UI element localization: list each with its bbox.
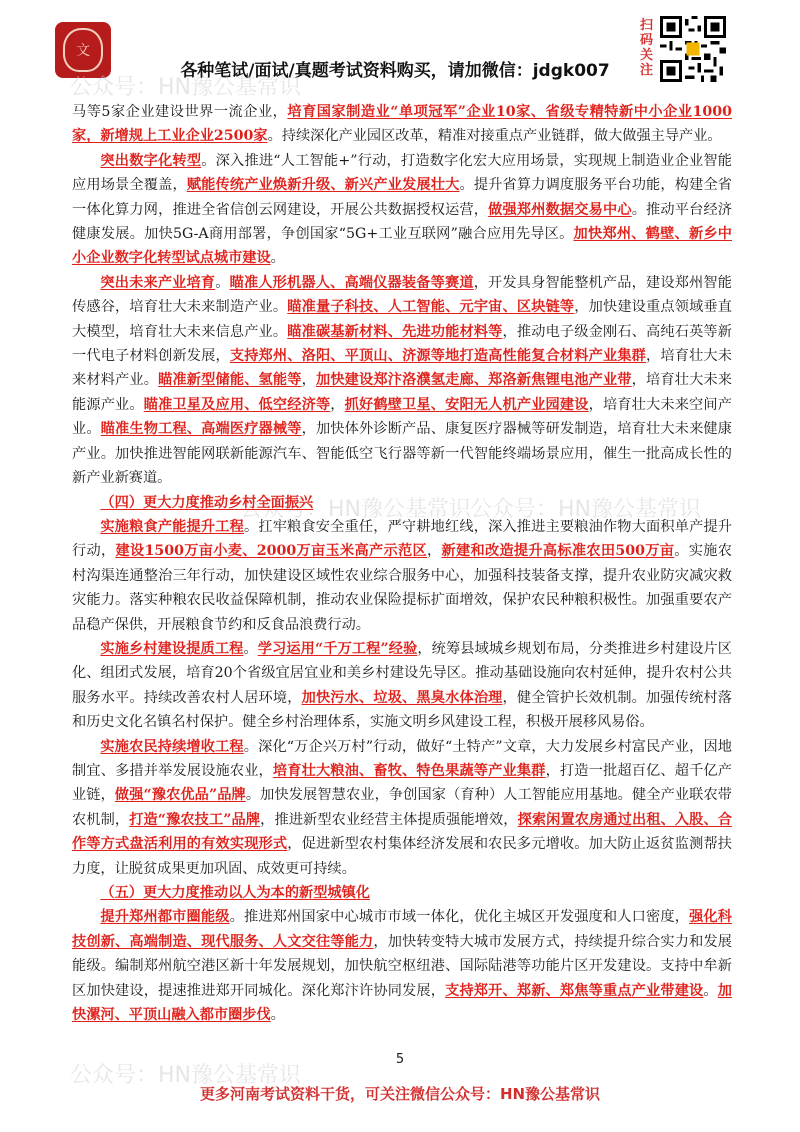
highlighted-text: 做强郑州数据交易中心 xyxy=(488,201,632,218)
qr-code-icon xyxy=(660,16,726,82)
body-text: 。扛牢粮食安全重任，严守耕地红线，深入推进主要粮油作物大面积单产提升行动， xyxy=(72,518,732,560)
body-text: 。加快发展智慧农业，争创国家（育种）人工智能应用基地。健全产业联农带农机制， xyxy=(72,787,732,828)
highlighted-text: 支持郑州、洛阳、平顶山、济源等地打造高性能复合材料产业集群 xyxy=(229,348,647,365)
body-text: ， xyxy=(301,372,316,389)
body-text: 。深入推进“人工智能+”行动，打造数字化宏大应用场景，实现规上制造业企业智能应用场景全覆盖， xyxy=(72,152,732,194)
highlighted-text: 实施乡村建设提质工程 xyxy=(100,640,244,657)
highlighted-text: 加快郑州、鹤壁、新乡中小企业数字化转型试点城市建设 xyxy=(72,226,732,267)
body-text: 。 xyxy=(215,274,230,291)
body-text: ，统筹县域城乡规划布局，分类推进乡村建设片区化、组团式发展，培育20个省级宜居宜业和美乡村建设先导区。推动基础设施向农村延伸，提升农村公共服务水平。持续改善农村人居环境， xyxy=(72,640,732,706)
section-heading xyxy=(72,491,732,515)
highlighted-text: 瞄准生物工程、高端医疗器械等 xyxy=(100,421,302,438)
body-text: ， xyxy=(426,543,442,560)
body-text: 。持续深化产业园区改革，精准对接重点产业链群，做大做强主导产业。 xyxy=(267,128,722,145)
highlighted-text: 加快污水、垃圾、黑臭水体治理 xyxy=(301,689,503,706)
body-text: 。深化“万企兴万村”行动，做好“土特产”文章，大力发展乡村富民产业，因地制宜、多措并举发展设施农业， xyxy=(72,738,732,779)
paragraph xyxy=(72,905,732,1027)
highlighted-text: 瞄准卫星及应用、低空经济等 xyxy=(143,396,331,413)
highlighted-text: 强化科技创新、高端制造、现代服务、人文交往等能力 xyxy=(72,909,732,950)
body-text: 。推动平台经济健康发展。加快5G-A商用部署，争创国家“5G+工业互联网”融合应用先导区。 xyxy=(72,201,732,243)
footer-text: 更多河南考试资料干货，可关注微信公众号：HN豫公基常识 xyxy=(199,1085,601,1103)
highlighted-text: 瞄准量子科技、人工智能、元宇宙、区块链等 xyxy=(287,299,575,316)
highlighted-text: 瞄准碳基新材料、先进功能材料等 xyxy=(287,323,503,340)
body-text: ，培育壮大未来能源产业。 xyxy=(72,372,732,413)
body-text: ， xyxy=(330,396,345,413)
highlighted-text: 打造“豫农技工”品牌 xyxy=(129,811,261,828)
paragraph xyxy=(72,149,732,271)
header-title: 各种笔试/面试/真题考试资料购买，请加微信：jdgk007 xyxy=(180,61,610,81)
body-text: 。 xyxy=(270,250,285,267)
highlighted-text: 做强“豫农优品”品牌 xyxy=(114,787,246,804)
highlighted-text: 加快建设郑汴洛濮氢走廊、郑洛新焦锂电池产业带 xyxy=(315,372,632,389)
highlighted-text: 建设1500万亩小麦、2000万亩玉米高产示范区 xyxy=(115,543,427,560)
highlighted-text: 实施粮食产能提升工程 xyxy=(100,518,244,535)
scan-label: 扫码关注 xyxy=(640,18,654,78)
document-body xyxy=(72,100,732,1027)
body-text: ，开发具身智能整机产品，建设郑州智能传感谷，培育壮大未来制造产业。 xyxy=(72,274,732,316)
highlighted-text: 加快漯河、平顶山融入都市圈步伐 xyxy=(72,982,732,1024)
paragraph xyxy=(72,637,732,735)
body-text: 。 xyxy=(270,1007,285,1024)
body-text: 。实施农村沟渠连通整治三年行动，加快建设区域性农业综合服务中心，加强科技装备支撑，提升农业防灾减灾救灾能力。落实种粮农民收益保障机制，推动农业保险提标扩面增效，保护农民种粮积极性。加强重要农产品稳产保供，开展粮食节约和反食品浪费行动。 xyxy=(72,543,732,633)
watermark-middle-right: 公众号：HN豫公基常识 xyxy=(470,497,702,522)
paragraph xyxy=(72,271,732,491)
highlighted-text: 瞄准新型储能、氢能等 xyxy=(158,372,302,389)
paragraph xyxy=(72,100,732,149)
highlighted-text: 培育壮大粮油、畜牧、特色果蔬等产业集群 xyxy=(272,762,546,779)
body-text: 马等5家企业建设世界一流企业， xyxy=(72,104,288,120)
highlighted-text: 瞄准人形机器人、高端仪器装备等赛道 xyxy=(229,274,474,291)
page-number: 5 xyxy=(395,1052,405,1067)
watermark-bottom: 公众号：HN豫公基常识 xyxy=(70,1063,302,1088)
body-text: 。推进郑州国家中心城市市域一体化，优化主城区开发强度和人口密度， xyxy=(229,909,690,926)
body-text: ，加快体外诊断产品、康复医疗器械等研发制造，培育壮大未来健康产业。加快推进智能网联新能源汽车、智能低空飞行器等新一代智能终端场景应用，催生一批高成长性的新产业新赛道。 xyxy=(72,421,732,487)
body-text: ，推进新型农业经营主体提质强能增效， xyxy=(260,811,518,828)
highlighted-text: 支持郑开、郑新、郑焦等重点产业带建设 xyxy=(445,982,704,999)
highlighted-text: 提升郑州都市圈能级 xyxy=(100,909,230,926)
section-title: （四）更大力度推动乡村全面振兴 xyxy=(100,494,314,511)
brand-logo xyxy=(55,22,111,78)
section-title: （五）更大力度推动以人为本的新型城镇化 xyxy=(100,885,370,901)
highlighted-text: 培育国家制造业“单项冠军”企业10家、省级专精特新中小企业1000家，新增规上工业企业2500家 xyxy=(72,104,733,145)
paragraph xyxy=(72,735,732,881)
highlighted-text: 突出未来产业培育 xyxy=(100,274,216,291)
body-text: 。 xyxy=(703,982,718,999)
highlighted-text: 实施农民持续增收工程 xyxy=(100,738,244,755)
body-text: ，健全管护长效机制。加强传统村落和历史文化名镇名村保护。健全乡村治理体系，实施文明乡风建设工程，积极开展移风易俗。 xyxy=(72,689,732,731)
watermark-middle-left: 公众号：HN豫公基常识 xyxy=(240,497,472,522)
highlighted-text: 学习运用“千万工程”经验 xyxy=(257,640,418,657)
body-text: ，促进新型农村集体经济发展和农民多元增收。加大防止返贫监测帮扶力度，让脱贫成果更加巩固、成效更可持续。 xyxy=(72,836,732,877)
body-text: ，打造一批超百亿、超千亿产业链， xyxy=(72,762,732,804)
body-text: ，培育壮大未来空间产业。 xyxy=(72,396,732,438)
highlighted-text: 赋能传统产业焕新升级、新兴产业发展壮大 xyxy=(186,177,460,194)
body-text: 。 xyxy=(243,640,258,657)
body-text: ，加快建设重点领域垂直大模型，培育壮大未来信息产业。 xyxy=(72,299,732,340)
highlighted-text: 探索闲置农房通过出租、入股、合作等方式盘活利用的有效实现形式 xyxy=(72,811,732,853)
highlighted-text: 抓好鹤壁卫星、安阳无人机产业园建设 xyxy=(344,396,589,413)
watermark-top: 公众号：HN豫公基常识 xyxy=(70,75,302,100)
section-heading xyxy=(72,881,732,905)
body-text: ，培育壮大未来材料产业。 xyxy=(72,348,732,389)
logo-glyph: 文 xyxy=(63,28,103,72)
body-text: ，推动电子级金刚石、高纯石英等新一代电子材料创新发展， xyxy=(72,323,732,365)
paragraph xyxy=(72,515,732,637)
highlighted-text: 突出数字化转型 xyxy=(100,152,202,169)
highlighted-text: 新建和改造提升高标准农田500万亩 xyxy=(441,543,675,560)
body-text: 。提升省算力调度服务平台功能，构建全省一体化算力网，推进全省信创云网建设，开展公共数据授权运营， xyxy=(72,177,732,218)
body-text: ，加快转变特大城市发展方式，持续提升综合实力和发展能级。编制郑州航空港区新十年发展规划，加快航空枢纽港、国际陆港等功能片区开发建设。支持中牟新区加快建设，提速推进郑开同城化。深化郑汴许协同发展， xyxy=(72,933,732,999)
